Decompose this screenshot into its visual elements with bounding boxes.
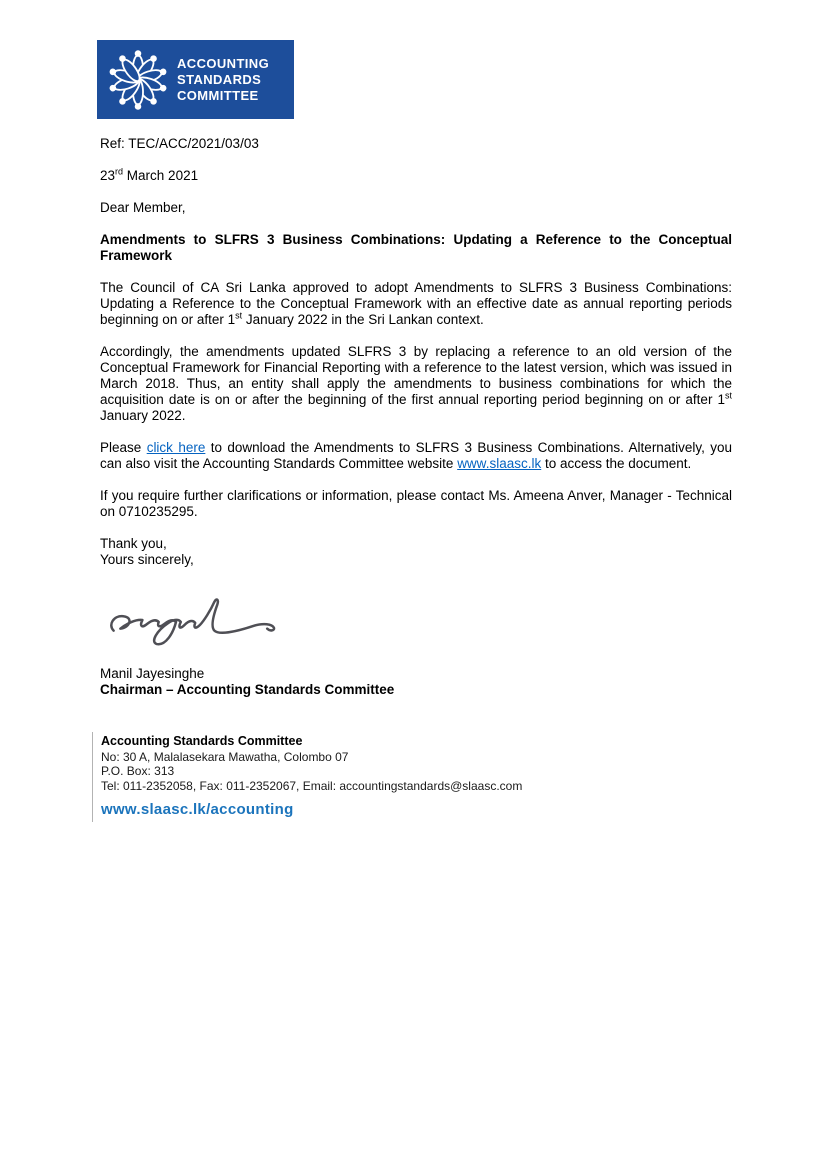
date-line: 23rd March 2021 [100, 166, 199, 183]
salutation: Dear Member, [100, 200, 186, 215]
body-paragraph-1: The Council of CA Sri Lanka approved to adopt Amendments to SLFRS 3 Business Combinations: Updating a Reference to the Conceptual Framework with an effective date as annual reporting periods beginning on or after 1st January 2022 in the Sri Lankan context. [100, 280, 732, 327]
signer-block [100, 666, 732, 698]
ordinal-superscript: st [235, 310, 243, 321]
signer-title: Chairman – Accounting Standards Committee [100, 682, 395, 697]
body-paragraph-3: Please click here to download the Amendments to SLFRS 3 Business Combinations. Alternatively, you can also visit the Accounting Standards Committee website www.slaasc.lk to access the document. [100, 440, 732, 471]
logo-line-3: COMMITTEE [177, 87, 259, 103]
footer-block [92, 732, 732, 822]
ordinal-superscript: st [724, 390, 732, 401]
footer-contact: Tel: 011-2352058, Fax: 011-2352067, Email: accountingstandards@slaasc.com [101, 778, 523, 793]
ordinal-superscript: rd [115, 166, 124, 177]
footer-po-box: P.O. Box: 313 [101, 764, 175, 778]
body-paragraph-2: Accordingly, the amendments updated SLFRS 3 by replacing a reference to an old version of the Conceptual Framework for Financial Reporting with a reference to the latest version, which was issued in March 2018. Thus, an entity shall apply the amendments to business combinations for which the acquisition date is on or after the beginning of the first annual reporting period beginning on or after 1st January 2022. [100, 344, 732, 423]
letter-content [100, 40, 732, 822]
logo-line-2: STANDARDS [177, 71, 262, 87]
slaasc-website-link[interactable]: www.slaasc.lk [457, 456, 542, 471]
asc-logo-wordmark [177, 56, 269, 104]
footer-website-link[interactable]: www.slaasc.lk/accounting [101, 801, 294, 818]
click-here-link[interactable]: click here [146, 440, 206, 455]
subject-heading: Amendments to SLFRS 3 Business Combinations: Updating a Reference to the Conceptual Framework [100, 232, 732, 263]
signer-name: Manil Jayesinghe [100, 666, 205, 681]
closing-yours-sincerely: Yours sincerely, [100, 552, 194, 567]
signature-image [104, 590, 296, 652]
reference-line: Ref: TEC/ACC/2021/03/03 [100, 136, 259, 151]
asc-emblem-flower-icon [107, 46, 169, 114]
footer-org-name: Accounting Standards Committee [101, 734, 303, 748]
closing-block [100, 536, 732, 568]
logo-line-1: ACCOUNTING [177, 55, 270, 71]
closing-thank-you: Thank you, [100, 536, 167, 551]
footer-address: No: 30 A, Malalasekara Mawatha, Colombo 07 [101, 749, 349, 764]
body-paragraph-4: If you require further clarifications or information, please contact Ms. Ameena Anver, Manager - Technical on 0710235295. [100, 488, 732, 519]
asc-logo [97, 40, 294, 119]
